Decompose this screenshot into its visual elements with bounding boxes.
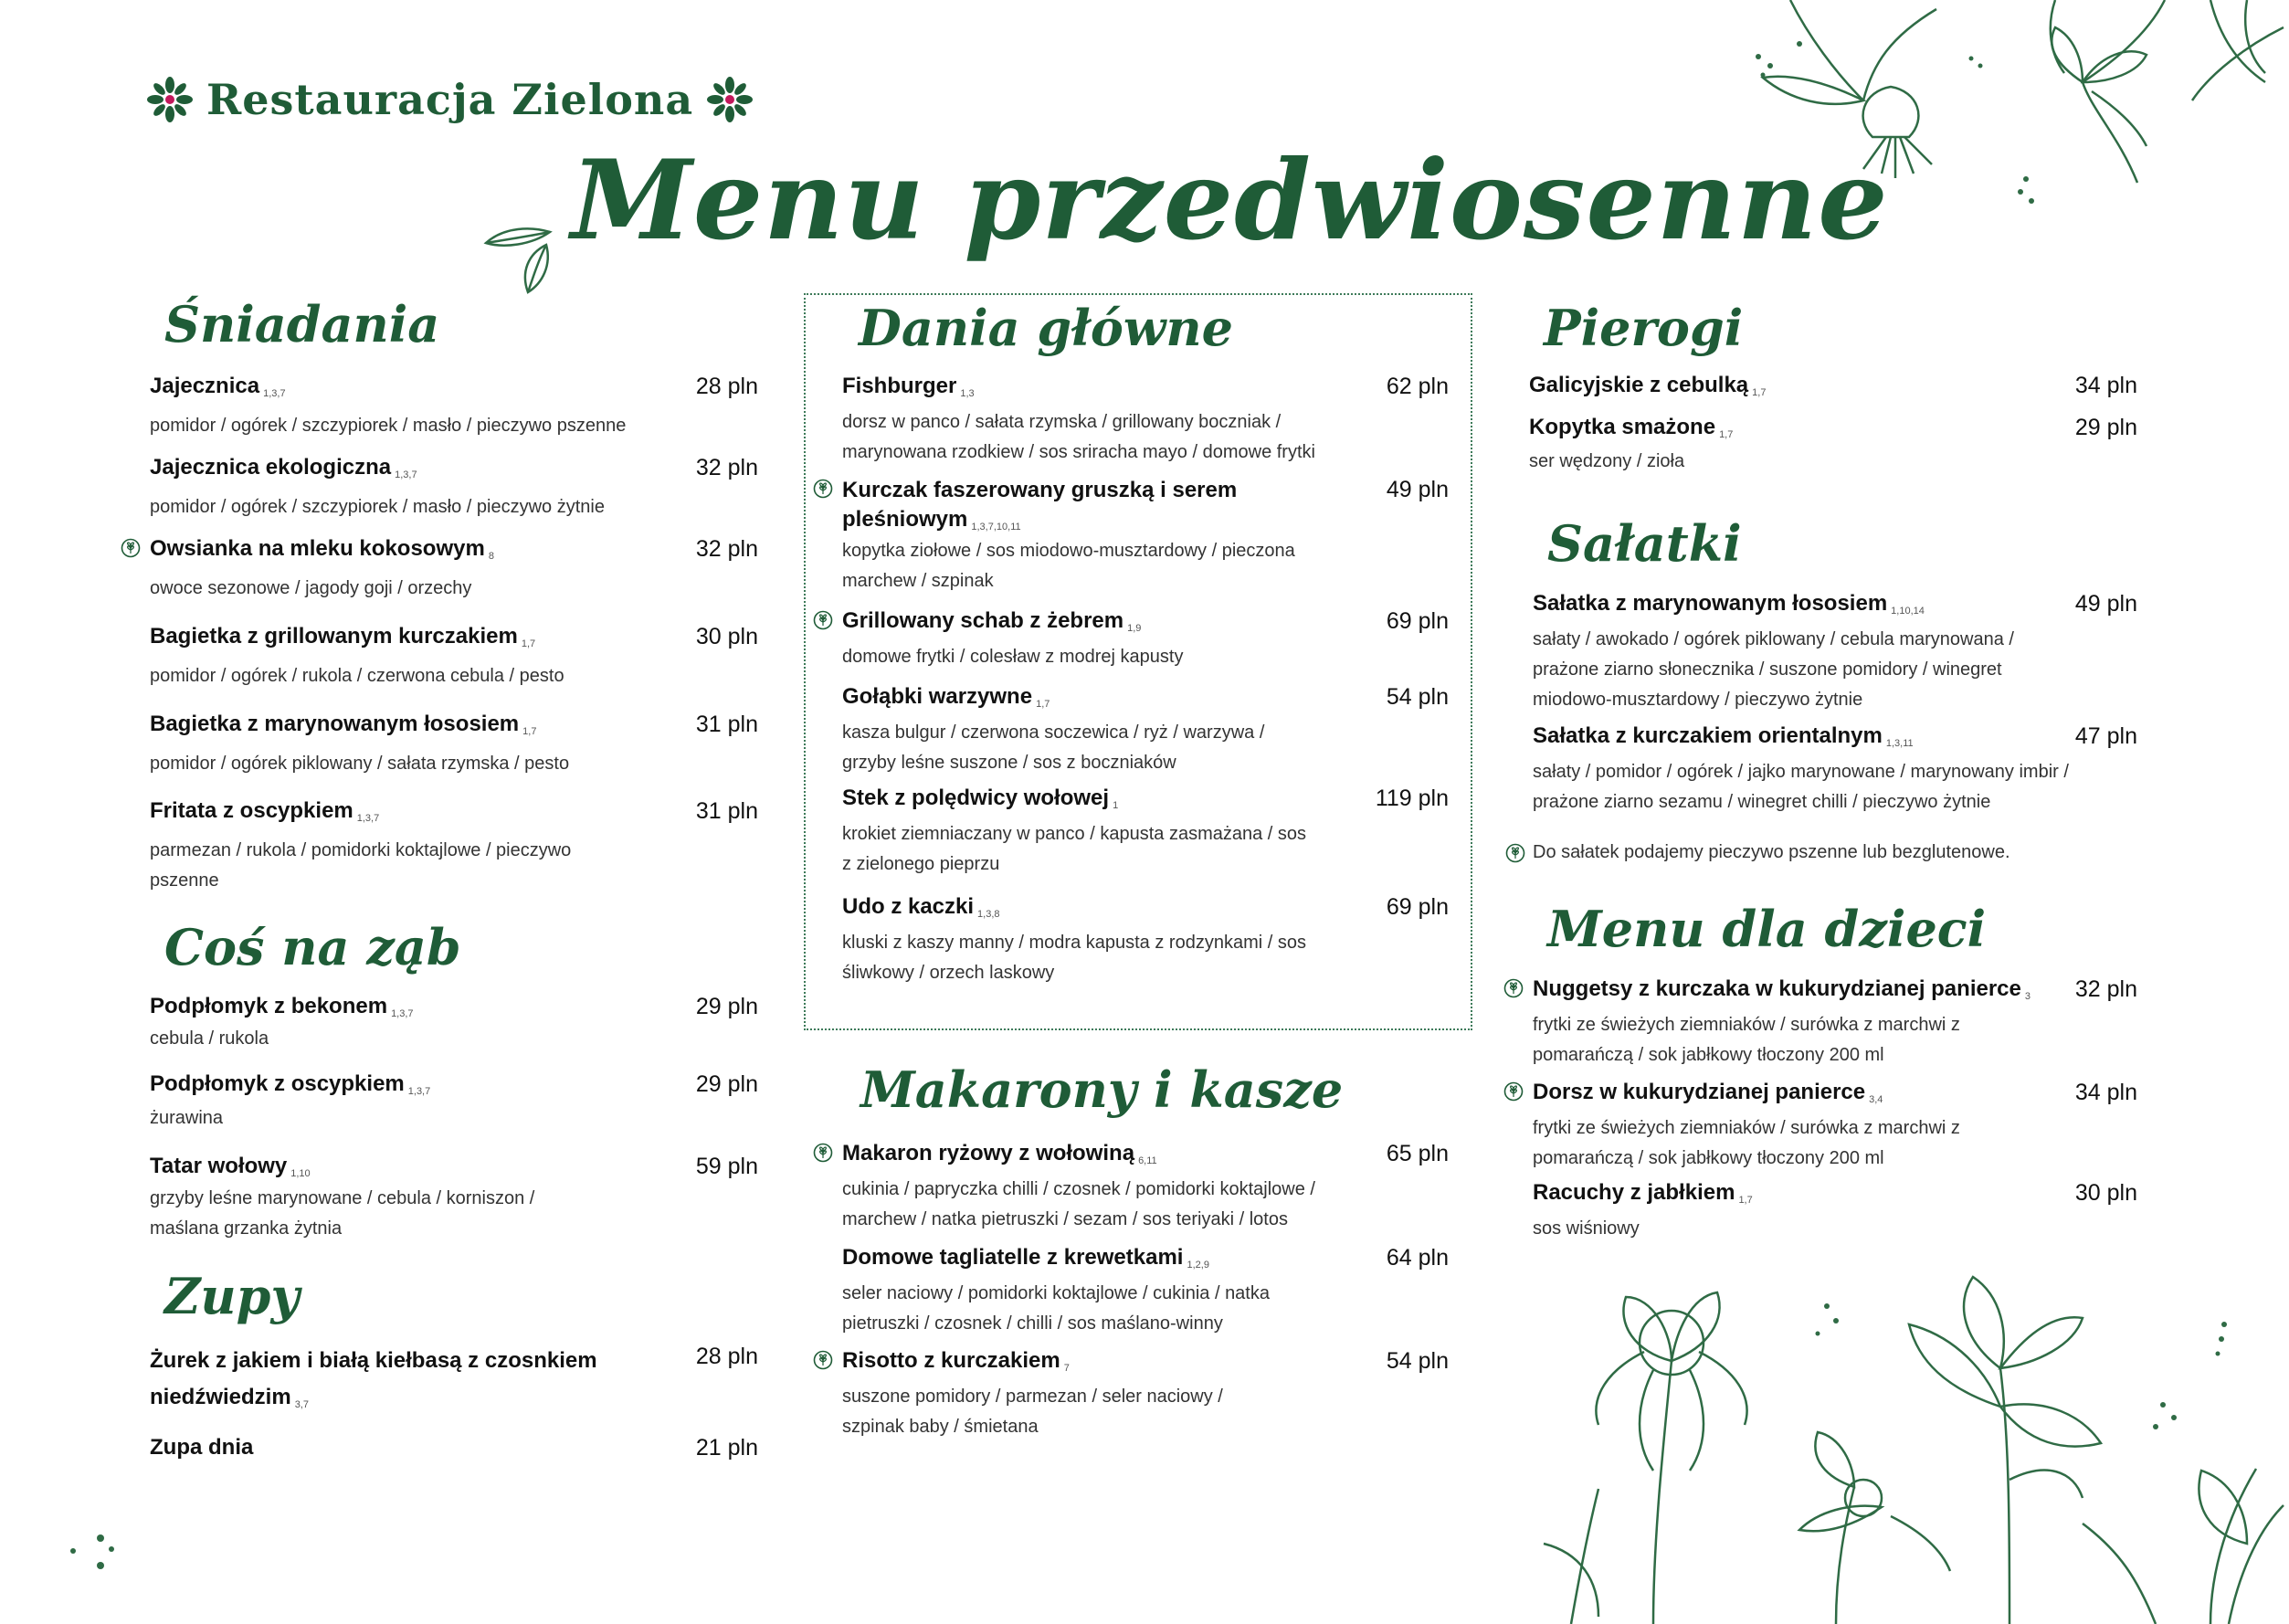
item-description: sos wiśniowy	[1533, 1218, 1640, 1239]
item-allergens: 1,3,7	[263, 388, 286, 399]
item-name: Podpłomyk z oscypkiem 1,3,7	[150, 1071, 431, 1097]
item-name: Jajecznica ekologiczna 1,3,7	[150, 455, 417, 480]
item-allergens: 1,3,7,10,11	[971, 522, 1021, 533]
item-name: Sałatka z kurczakiem orientalnym 1,3,11	[1533, 723, 1914, 749]
item-allergens: 1,3	[960, 388, 975, 399]
item-price: 31 pln	[695, 798, 758, 824]
vegetarian-leaf-icon	[1505, 843, 1525, 863]
item-description: pomidor / ogórek / szczypiorek / masło / pieczywo pszenne	[150, 416, 627, 436]
item-name: Grillowany schab z żebrem 1,9	[842, 608, 1142, 634]
restaurant-brand	[146, 75, 754, 124]
item-name: Risotto z kurczakiem 7	[842, 1348, 1070, 1374]
item-description: ser wędzony / zioła	[1529, 451, 1685, 471]
item-description: sałaty / pomidor / ogórek / jajko marynowane / marynowany imbir / prażone ziarno sezamu / winegret chilli / pieczywo żytnie	[1533, 762, 2069, 812]
item-name: Bagietka z marynowanym łososiem 1,7	[150, 712, 537, 737]
note-text: Do sałatek podajemy pieczywo pszenne lub bezglutenowe.	[1533, 842, 2010, 862]
item-allergens: 8	[488, 551, 494, 562]
item-name: Dorsz w kukurydzianej panierce 3,4	[1533, 1080, 1883, 1105]
item-allergens: 1,3,7	[407, 1086, 431, 1097]
item-price: 119 pln	[1375, 786, 1449, 811]
item-allergens: 3,7	[294, 1399, 309, 1410]
section-title-salatki: Sałatki	[1547, 514, 1742, 573]
floral-decoration-bottom-right	[1516, 1270, 2289, 1624]
flower-ornament-icon	[706, 76, 754, 123]
item-price: 34 pln	[2074, 1080, 2137, 1105]
item-allergens: 1,7	[522, 726, 537, 737]
item-name: Kopytka smażone 1,7	[1529, 415, 1734, 440]
item-price: 30 pln	[695, 624, 758, 649]
leaves-ornament-icon	[482, 225, 561, 294]
item-price: 49 pln	[1386, 477, 1449, 502]
item-price: 69 pln	[1386, 608, 1449, 634]
item-price: 54 pln	[1386, 1348, 1449, 1374]
item-price: 69 pln	[1386, 894, 1449, 920]
item-allergens: 1,3,8	[977, 909, 1000, 920]
flower-ornament-icon	[146, 76, 194, 123]
item-description: dorsz w panco / sałata rzymska / grillowany boczniak / marynowana rzodkiew / sos sriracha mayo / domowe frytki	[842, 412, 1315, 462]
item-allergens: 1,7	[1738, 1195, 1753, 1206]
item-name: Udo z kaczki 1,3,8	[842, 894, 1000, 920]
item-price: 62 pln	[1386, 374, 1449, 399]
vegetarian-leaf-icon	[121, 538, 141, 558]
vegetarian-leaf-icon	[813, 1350, 833, 1370]
item-allergens: 1,7	[1752, 387, 1767, 398]
item-name: Racuchy z jabłkiem 1,7	[1533, 1180, 1753, 1206]
item-price: 47 pln	[2074, 723, 2137, 749]
item-name: Gołąbki warzywne 1,7	[842, 684, 1050, 710]
item-allergens: 1	[1113, 800, 1119, 811]
vegetarian-leaf-icon	[813, 1143, 833, 1163]
item-name: Bagietka z grillowanym kurczakiem 1,7	[150, 624, 536, 649]
item-allergens: 1,7	[1719, 429, 1734, 440]
item-name: Podpłomyk z bekonem 1,3,7	[150, 994, 414, 1019]
salad-bread-note	[1533, 842, 2010, 863]
vegetarian-leaf-icon	[813, 610, 833, 630]
item-name: Galicyjskie z cebulką 1,7	[1529, 373, 1767, 398]
section-title-cos-na-zab: Coś na ząb	[164, 918, 461, 976]
item-allergens: 1,9	[1127, 623, 1142, 634]
section-title-sniadania: Śniadania	[164, 295, 440, 353]
item-name: Stek z polędwicy wołowej 1	[842, 786, 1119, 811]
item-allergens: 1,3,7	[356, 813, 380, 824]
item-price: 28 pln	[695, 1344, 758, 1369]
item-allergens: 1,7	[521, 638, 536, 649]
item-allergens: 1,10,14	[1891, 606, 1925, 617]
item-allergens: 1,2,9	[1187, 1260, 1209, 1271]
item-description: owoce sezonowe / jagody goji / orzechy	[150, 578, 472, 598]
item-price: 29 pln	[695, 994, 758, 1019]
vegetarian-leaf-icon	[1503, 1081, 1524, 1102]
item-description: krokiet ziemniaczany w panco / kapusta zasmażana / sos z zielonego pieprzu	[842, 824, 1307, 874]
item-description: kluski z kaszy manny / modra kapusta z rodzynkami / sos śliwkowy / orzech laskowy	[842, 933, 1306, 983]
section-title-makarony: Makarony i kasze	[860, 1060, 1344, 1119]
item-allergens: 1,10	[290, 1168, 311, 1179]
item-price: 28 pln	[695, 374, 758, 399]
item-price: 29 pln	[695, 1071, 758, 1097]
item-description: suszone pomidory / parmezan / seler naciowy / szpinak baby / śmietana	[842, 1387, 1223, 1437]
restaurant-name: Restauracja Zielona	[206, 75, 694, 124]
item-allergens: 1,7	[1036, 699, 1050, 710]
item-allergens: 7	[1063, 1363, 1070, 1374]
item-description: sałaty / awokado / ogórek piklowany / cebula marynowana / prażone ziarno słonecznika / suszone pomidory / winegret miodowo-musztardowy / pieczywo żytnie	[1533, 629, 2014, 710]
item-description: seler naciowy / pomidorki koktajlowe / cukinia / natka pietruszki / czosnek / chilli / sos maślano-winny	[842, 1283, 1270, 1334]
item-price: 21 pln	[695, 1435, 758, 1461]
item-description: grzyby leśne marynowane / cebula / korniszon / maślana grzanka żytnia	[150, 1188, 535, 1239]
section-title-dania-glowne: Dania główne	[859, 299, 1234, 357]
item-name: Kurczak faszerowany gruszką i serem pleśniowym 1,3,7,10,11	[842, 478, 1238, 533]
item-description: cukinia / papryczka chilli / czosnek / pomidorki koktajlowe / marchew / natka pietruszki / sezam / sos teriyaki / lotos	[842, 1179, 1315, 1229]
section-title-pierogi: Pierogi	[1544, 299, 1744, 357]
item-name: Zupa dnia	[150, 1435, 254, 1460]
item-name: Nuggetsy z kurczaka w kukurydzianej panierce 3	[1533, 976, 2031, 1002]
item-description: frytki ze świeżych ziemniaków / surówka z marchwi z pomarańczą / sok jabłkowy tłoczony 200 ml	[1533, 1118, 1960, 1168]
item-description: parmezan / rukola / pomidorki koktajlowe / pieczywo pszenne	[150, 840, 572, 891]
item-name: Makaron ryżowy z wołowiną 6,11	[842, 1141, 1157, 1166]
item-price: 32 pln	[695, 536, 758, 562]
vegetarian-leaf-icon	[813, 479, 833, 499]
dots-decoration-bottom-left	[60, 1527, 124, 1573]
item-price: 34 pln	[2074, 373, 2137, 398]
vegetarian-leaf-icon	[1503, 978, 1524, 998]
item-price: 64 pln	[1386, 1245, 1449, 1271]
item-price: 31 pln	[695, 712, 758, 737]
item-description: kasza bulgur / czerwona soczewica / ryż / warzywa / grzyby leśne suszone / sos z boczniaków	[842, 722, 1265, 773]
item-allergens: 1,3,7	[395, 469, 417, 480]
item-price: 59 pln	[695, 1154, 758, 1179]
item-price: 49 pln	[2074, 591, 2137, 617]
item-price: 65 pln	[1386, 1141, 1449, 1166]
item-name: Tatar wołowy 1,10	[150, 1154, 311, 1179]
section-title-zupy: Zupy	[164, 1267, 300, 1325]
item-allergens: 3,4	[1869, 1094, 1883, 1105]
item-description: cebula / rukola	[150, 1028, 269, 1049]
item-price: 54 pln	[1386, 684, 1449, 710]
item-allergens: 6,11	[1138, 1155, 1157, 1166]
item-description: pomidor / ogórek piklowany / sałata rzymska / pesto	[150, 754, 570, 774]
item-description: domowe frytki / colesław z modrej kapusty	[842, 647, 1184, 667]
item-name: Fishburger 1,3	[842, 374, 975, 399]
item-name: Żurek z jakiem i białą kiełbasą z czosnkiem niedźwiedzim 3,7	[150, 1348, 597, 1410]
item-name: Jajecznica 1,3,7	[150, 374, 286, 399]
item-description: kopytka ziołowe / sos miodowo-musztardowy / pieczona marchew / szpinak	[842, 541, 1295, 591]
item-price: 32 pln	[695, 455, 758, 480]
item-name: Owsianka na mleku kokosowym 8	[150, 536, 494, 562]
menu-title: Menu przedwiosenne	[571, 136, 1889, 265]
item-name: Domowe tagliatelle z krewetkami 1,2,9	[842, 1245, 1209, 1271]
item-allergens: 1,3,7	[391, 1008, 414, 1019]
item-description: pomidor / ogórek / szczypiorek / masło / pieczywo żytnie	[150, 497, 605, 517]
section-title-dzieci: Menu dla dzieci	[1547, 900, 1987, 958]
item-description: frytki ze świeżych ziemniaków / surówka z marchwi z pomarańczą / sok jabłkowy tłoczony 200 ml	[1533, 1015, 1960, 1065]
item-name: Fritata z oscypkiem 1,3,7	[150, 798, 380, 824]
item-allergens: 1,3,11	[1885, 738, 1914, 749]
item-price: 30 pln	[2074, 1180, 2137, 1206]
item-name: Sałatka z marynowanym łososiem 1,10,14	[1533, 591, 1925, 617]
item-description: pomidor / ogórek / rukola / czerwona cebula / pesto	[150, 666, 564, 686]
item-price: 29 pln	[2074, 415, 2137, 440]
item-price: 32 pln	[2074, 976, 2137, 1002]
item-description: żurawina	[150, 1108, 224, 1128]
item-allergens: 3	[2024, 991, 2031, 1002]
